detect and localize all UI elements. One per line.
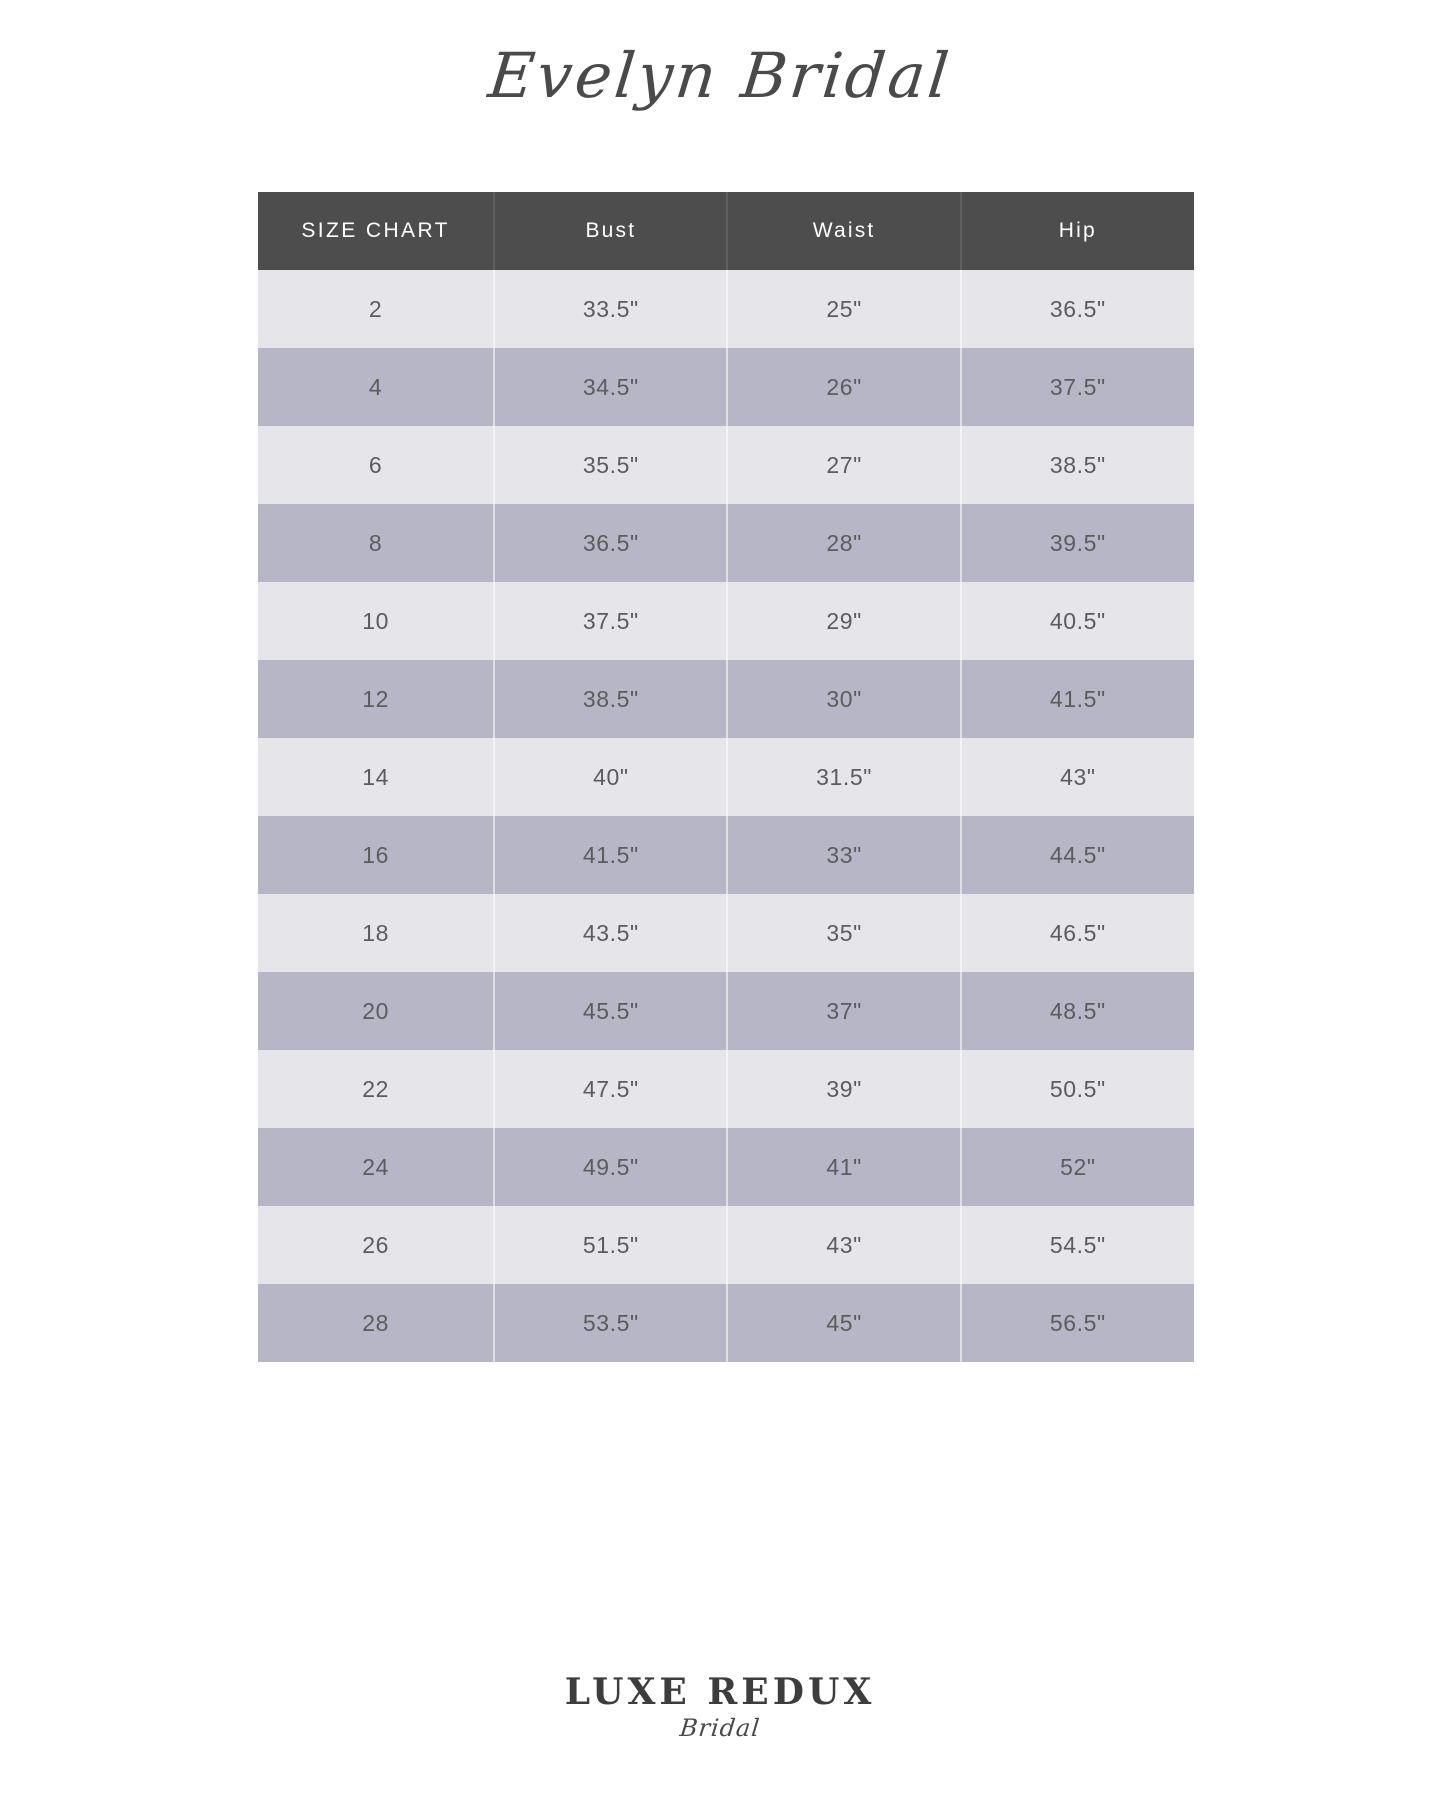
cell-hip: 41.5" xyxy=(961,660,1194,738)
table-row xyxy=(258,738,1194,816)
cell-waist: 30" xyxy=(727,660,960,738)
cell-size: 16 xyxy=(258,816,494,894)
cell-hip: 44.5" xyxy=(961,816,1194,894)
column-header-waist: Waist xyxy=(727,192,960,270)
cell-size: 18 xyxy=(258,894,494,972)
table-row xyxy=(258,270,1194,348)
cell-waist: 43" xyxy=(727,1206,960,1284)
cell-size: 4 xyxy=(258,348,494,426)
cell-waist: 27" xyxy=(727,426,960,504)
cell-waist: 25" xyxy=(727,270,960,348)
table-row xyxy=(258,660,1194,738)
footer-logo-sub: Bridal xyxy=(678,1714,762,1742)
cell-bust: 37.5" xyxy=(494,582,727,660)
cell-hip: 39.5" xyxy=(961,504,1194,582)
table-row xyxy=(258,504,1194,582)
cell-hip: 37.5" xyxy=(961,348,1194,426)
cell-waist: 29" xyxy=(727,582,960,660)
cell-size: 8 xyxy=(258,504,494,582)
table-row xyxy=(258,1128,1194,1206)
cell-hip: 48.5" xyxy=(961,972,1194,1050)
cell-bust: 38.5" xyxy=(494,660,727,738)
brand-header xyxy=(0,39,1440,112)
column-header-hip: Hip xyxy=(961,192,1194,270)
cell-size: 14 xyxy=(258,738,494,816)
column-header-bust: Bust xyxy=(494,192,727,270)
table-row xyxy=(258,972,1194,1050)
footer-logo xyxy=(0,1671,1440,1742)
cell-hip: 36.5" xyxy=(961,270,1194,348)
table-row xyxy=(258,582,1194,660)
column-header-size: SIZE CHART xyxy=(258,192,494,270)
cell-waist: 35" xyxy=(727,894,960,972)
cell-bust: 35.5" xyxy=(494,426,727,504)
cell-waist: 28" xyxy=(727,504,960,582)
cell-size: 24 xyxy=(258,1128,494,1206)
cell-size: 20 xyxy=(258,972,494,1050)
brand-name: Evelyn Bridal xyxy=(485,39,955,112)
cell-waist: 41" xyxy=(727,1128,960,1206)
table-row xyxy=(258,1284,1194,1362)
table-row xyxy=(258,894,1194,972)
table-header-row xyxy=(258,192,1194,270)
cell-size: 2 xyxy=(258,270,494,348)
cell-hip: 38.5" xyxy=(961,426,1194,504)
cell-hip: 40.5" xyxy=(961,582,1194,660)
cell-size: 6 xyxy=(258,426,494,504)
cell-size: 28 xyxy=(258,1284,494,1362)
table-row xyxy=(258,348,1194,426)
cell-hip: 50.5" xyxy=(961,1050,1194,1128)
cell-waist: 45" xyxy=(727,1284,960,1362)
footer-logo-main: LUXE REDUX xyxy=(564,1671,876,1713)
cell-waist: 33" xyxy=(727,816,960,894)
cell-bust: 43.5" xyxy=(494,894,727,972)
cell-bust: 36.5" xyxy=(494,504,727,582)
cell-hip: 54.5" xyxy=(961,1206,1194,1284)
cell-hip: 46.5" xyxy=(961,894,1194,972)
size-chart-table xyxy=(258,192,1194,1362)
cell-bust: 45.5" xyxy=(494,972,727,1050)
cell-hip: 56.5" xyxy=(961,1284,1194,1362)
table-row xyxy=(258,1206,1194,1284)
cell-bust: 33.5" xyxy=(494,270,727,348)
cell-size: 26 xyxy=(258,1206,494,1284)
cell-hip: 52" xyxy=(961,1128,1194,1206)
cell-bust: 41.5" xyxy=(494,816,727,894)
cell-bust: 34.5" xyxy=(494,348,727,426)
cell-waist: 37" xyxy=(727,972,960,1050)
table-row xyxy=(258,816,1194,894)
cell-waist: 39" xyxy=(727,1050,960,1128)
size-chart-container xyxy=(258,192,1194,1362)
cell-waist: 26" xyxy=(727,348,960,426)
cell-size: 10 xyxy=(258,582,494,660)
cell-size: 22 xyxy=(258,1050,494,1128)
table-row xyxy=(258,1050,1194,1128)
cell-waist: 31.5" xyxy=(727,738,960,816)
table-row xyxy=(258,426,1194,504)
cell-bust: 53.5" xyxy=(494,1284,727,1362)
cell-bust: 40" xyxy=(494,738,727,816)
size-chart-header xyxy=(258,192,1194,270)
cell-bust: 47.5" xyxy=(494,1050,727,1128)
cell-hip: 43" xyxy=(961,738,1194,816)
cell-bust: 49.5" xyxy=(494,1128,727,1206)
cell-size: 12 xyxy=(258,660,494,738)
size-chart-body xyxy=(258,270,1194,1362)
cell-bust: 51.5" xyxy=(494,1206,727,1284)
